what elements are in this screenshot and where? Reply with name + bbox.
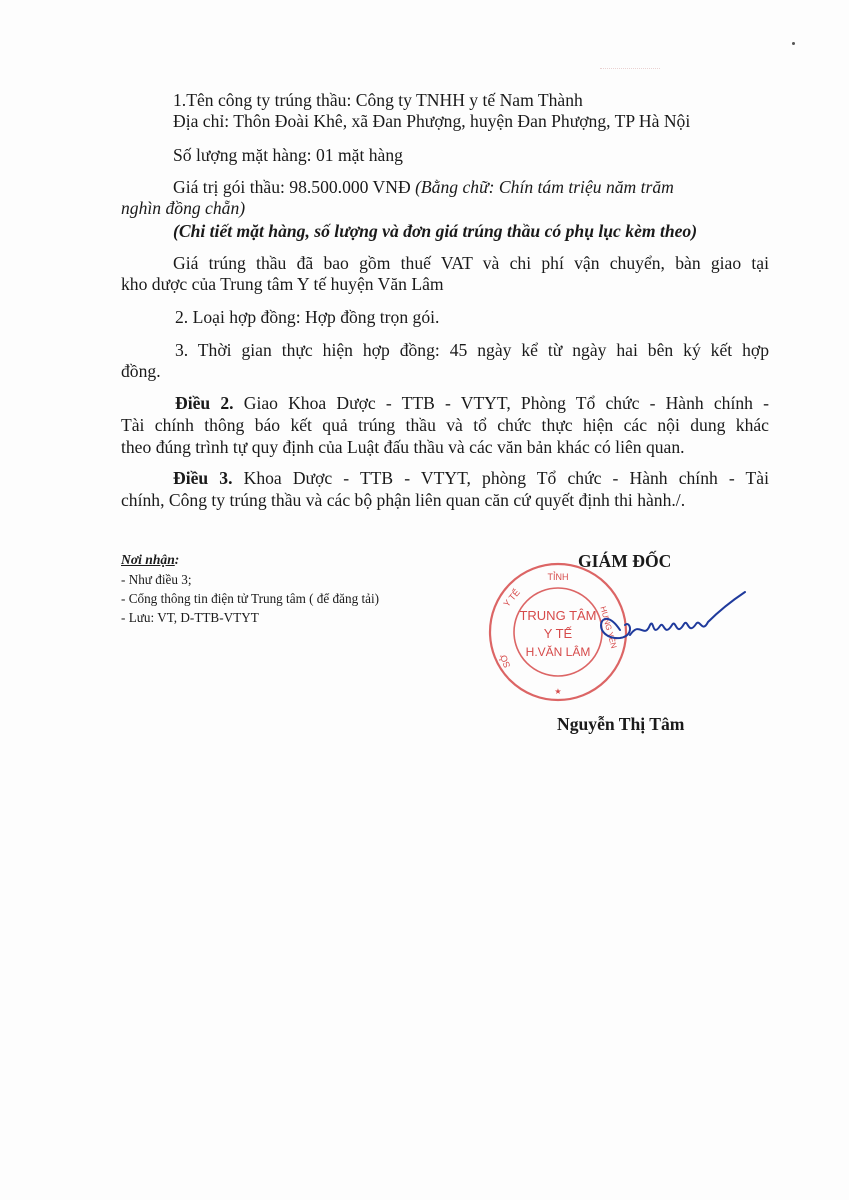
stamp-ring-right: HƯNG YÊN [598, 605, 619, 650]
winner-address: Địa chỉ: Thôn Đoài Khê, xã Đan Phượng, huyện Đan Phượng, TP Hà Nội [173, 111, 691, 131]
stamp-line2: Y TẾ [543, 626, 573, 641]
package-value-line [173, 176, 674, 198]
signer-position: GIÁM ĐỐC [578, 551, 672, 571]
signer-name: Nguyễn Thị Tâm [557, 714, 685, 734]
package-value: Giá trị gói thầu: 98.500.000 VNĐ [173, 177, 416, 197]
detail-note: (Chi tiết mặt hàng, số lượng và đơn giá trúng thầu có phụ lục kèm theo) [173, 221, 698, 241]
stamp-ring-bottom: SỞ [498, 652, 513, 670]
recipients-heading [121, 552, 179, 568]
recipient-item: - Cổng thông tin điện tử Trung tâm ( để đăng tải) [121, 591, 380, 606]
price-note-line2: kho dược của Trung tâm Y tế huyện Văn Lâm [121, 274, 444, 294]
package-value-words: (Bằng chữ: Chín tám triệu năm trăm [415, 177, 674, 197]
price-note-line1: Giá trúng thầu đã bao gồm thuế VAT và chi phí vận chuyển, bàn giao tại [173, 253, 769, 273]
winner-company: 1.Tên công ty trúng thầu: Công ty TNHH y tế Nam Thành [173, 90, 583, 110]
recipients-colon: : [174, 552, 180, 567]
stamp-line1: TRUNG TÂM [519, 608, 597, 623]
article2-line2: Tài chính thông báo kết quả trúng thầu và tổ chức thực hiện các nội dung khác [121, 415, 769, 435]
contract-type: 2. Loại hợp đồng: Hợp đồng trọn gói. [175, 307, 440, 327]
recipient-item: - Lưu: VT, D-TTB-VTYT [121, 610, 259, 625]
stamp-ring-left: Y TẾ [501, 587, 522, 609]
contract-time-line1: 3. Thời gian thực hiện hợp đồng: 45 ngày kể từ ngày hai bên ký kết hợp [175, 340, 769, 360]
svg-text:★: ★ [554, 687, 562, 696]
winner-quantity: Số lượng mặt hàng: 01 mặt hàng [173, 145, 403, 165]
recipients-title: Nơi nhận [121, 552, 175, 567]
handwritten-signature [580, 580, 750, 660]
recipient-item: - Như điều 3; [121, 572, 192, 587]
article3-label: Điều 3. [173, 468, 233, 488]
scan-mark-top [600, 68, 660, 83]
stamp-ring-top: TỈNH [547, 572, 569, 582]
article3-text: Khoa Dược - TTB - VTYT, phòng Tổ chức - Hành chính - Tài [232, 468, 769, 488]
stamp-line3: H.VĂN LÂM [525, 645, 591, 659]
article3-line1 [173, 467, 769, 489]
scan-mark-corner [792, 42, 795, 45]
package-value-words-cont: nghìn đồng chẵn) [121, 198, 246, 218]
article2-line3: theo đúng trình tự quy định của Luật đấu thầu và các văn bản khác có liên quan. [121, 437, 685, 457]
contract-time-line2: đồng. [121, 361, 161, 381]
article2-text: Giao Khoa Dược - TTB - VTYT, Phòng Tổ chức - Hành chính - [233, 393, 769, 413]
article3-line2: chính, Công ty trúng thầu và các bộ phận liên quan căn cứ quyết định thi hành./. [121, 490, 686, 510]
article2-label: Điều 2. [175, 393, 234, 413]
article2-line1 [175, 392, 769, 414]
